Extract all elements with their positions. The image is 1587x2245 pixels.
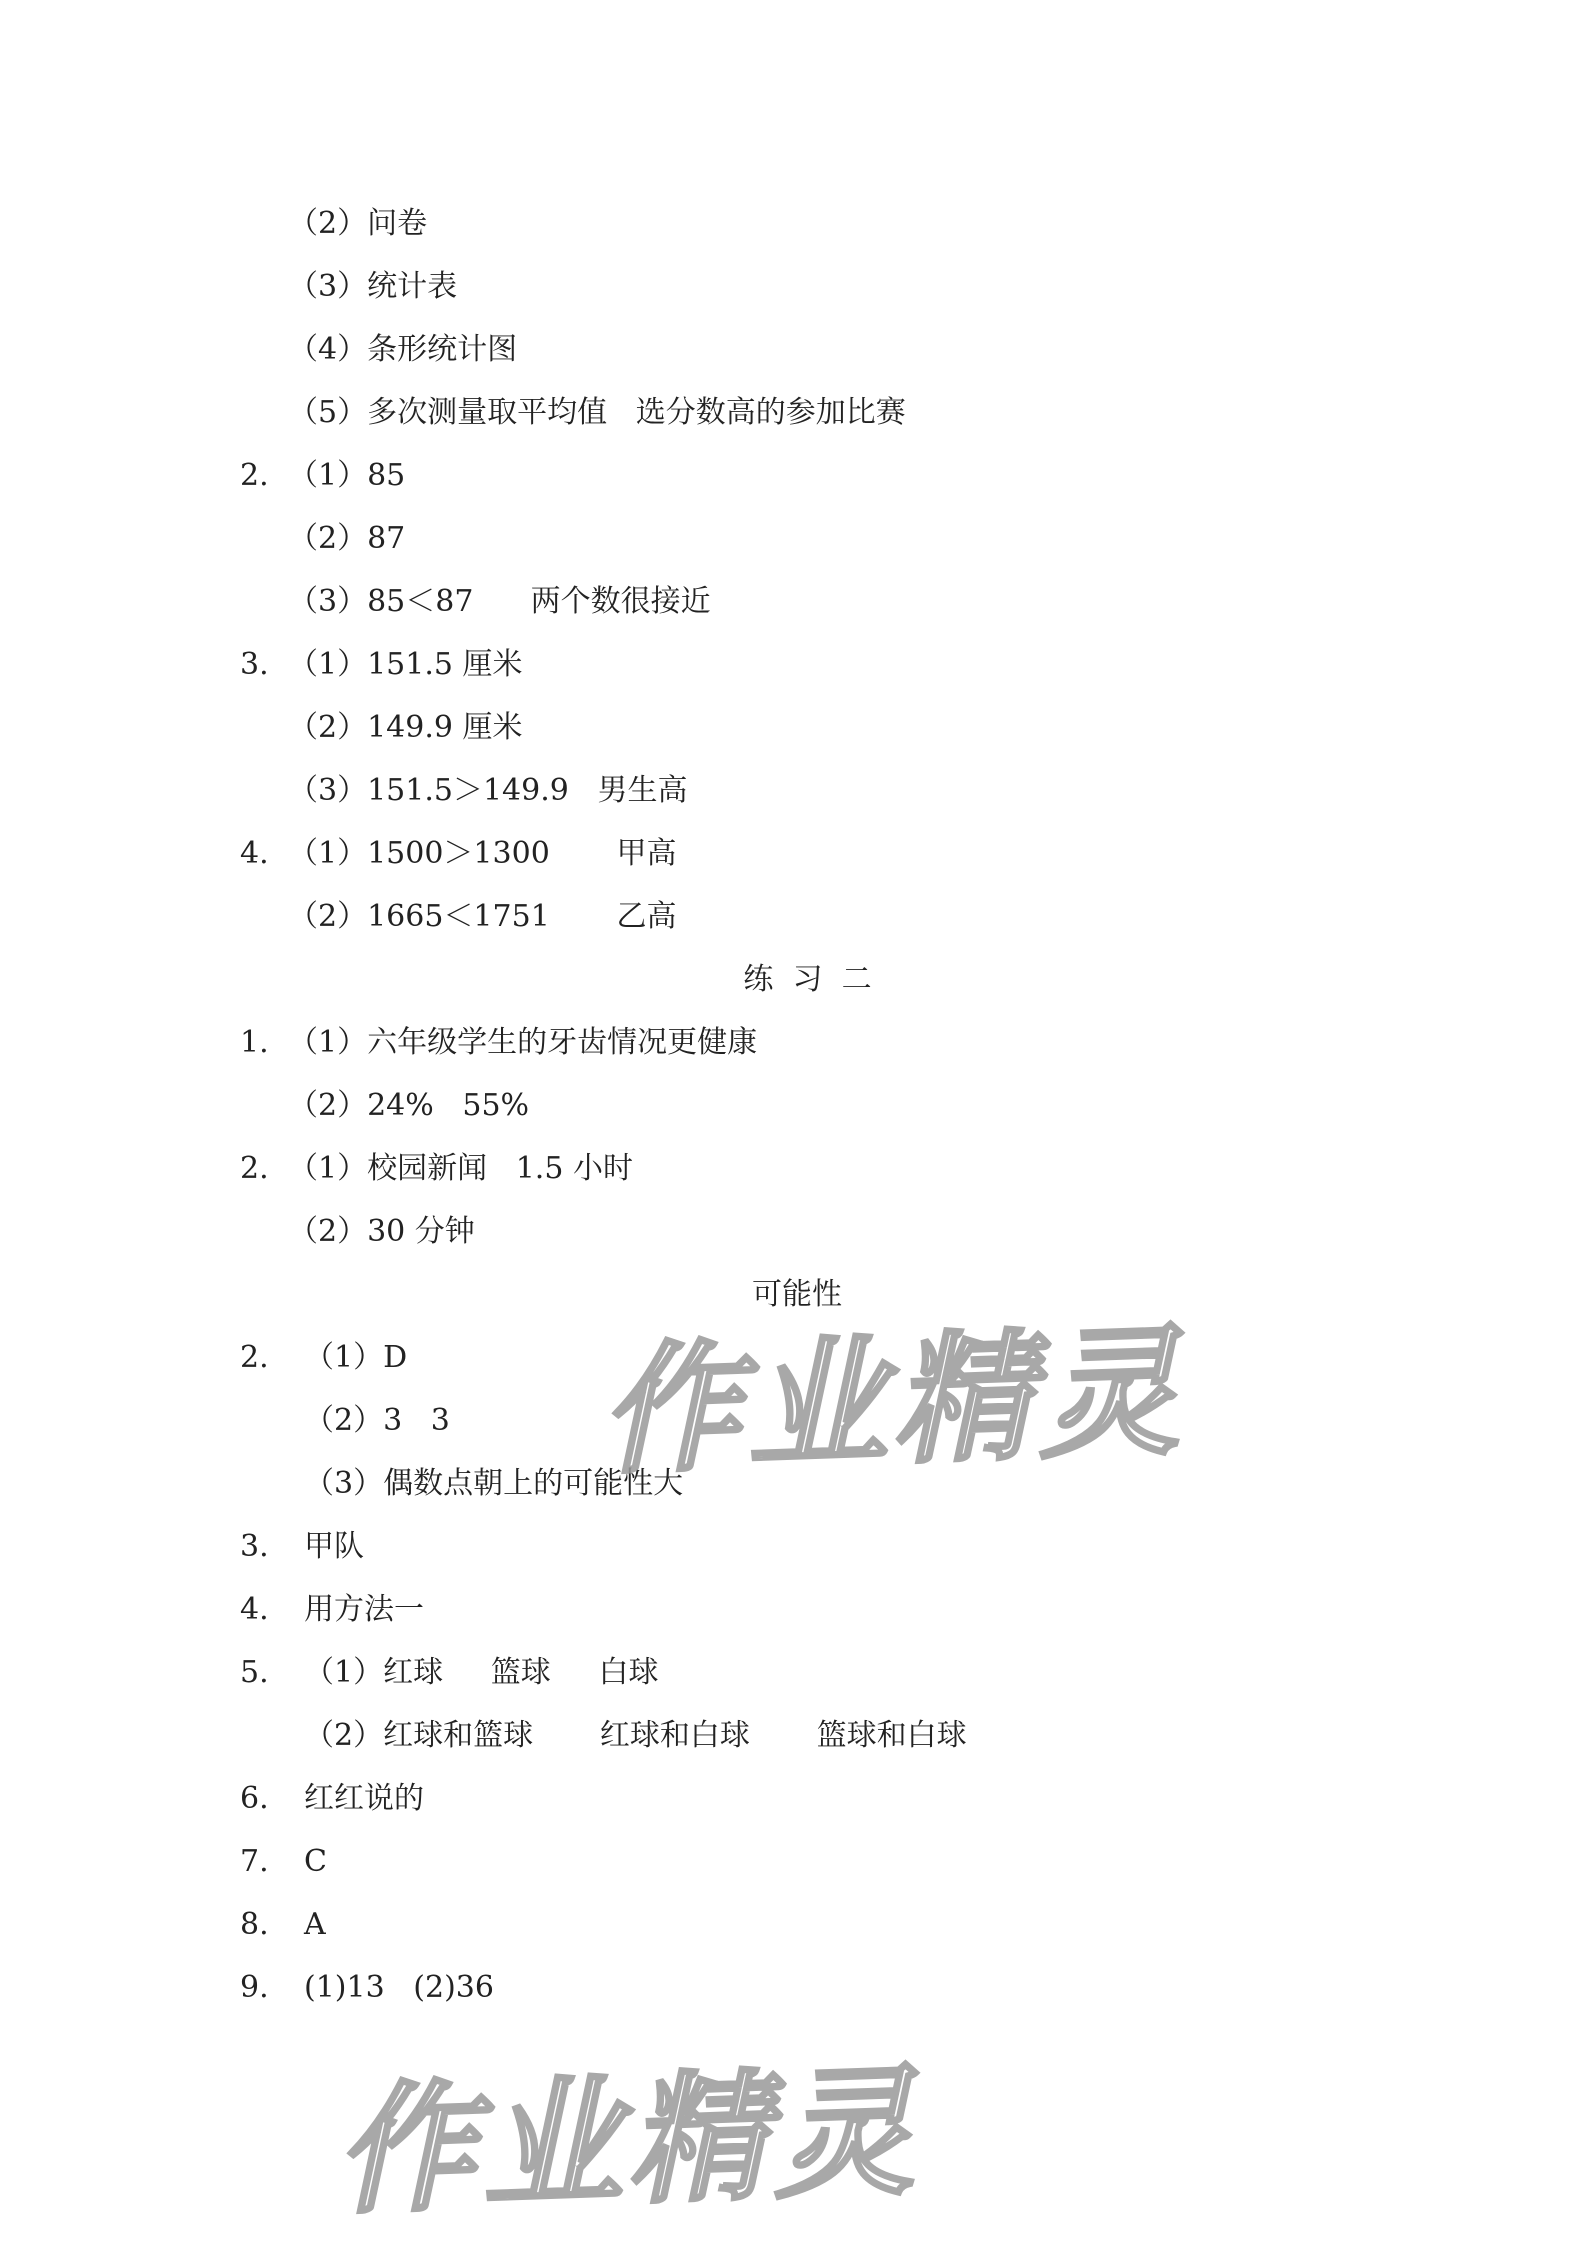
section-title: 可能性 <box>752 1277 842 1312</box>
answer-line: （1）六年级学生的牙齿情况更健康 <box>288 1025 758 1060</box>
answer-line: （2）87 <box>288 521 406 556</box>
answer-line: （2）1665＜1751 乙高 <box>288 899 677 934</box>
answer-line: （2）24% 55% <box>288 1088 530 1123</box>
answer-line: （5）多次测量取平均值 选分数高的参加比赛 <box>288 395 906 430</box>
answer-line: 红红说的 <box>304 1781 424 1816</box>
question-number: 2. <box>240 1340 269 1375</box>
answer-line: （1）D <box>304 1340 408 1375</box>
answer-line: 甲队 <box>304 1529 364 1564</box>
question-number: 8. <box>240 1907 269 1942</box>
answer-line: 用方法一 <box>304 1592 424 1627</box>
answer-line: （1）校园新闻 1.5 小时 <box>288 1151 633 1186</box>
question-number: 3. <box>240 647 269 682</box>
answer-line: C <box>304 1844 327 1879</box>
answer-line: （3）统计表 <box>288 269 458 304</box>
answer-line: （2）149.9 厘米 <box>288 710 523 745</box>
question-number: 4. <box>240 836 269 871</box>
answer-line: （1）红球 篮球 白球 <box>304 1655 659 1690</box>
answer-line: A <box>304 1907 326 1942</box>
answer-line: （2）红球和篮球 红球和白球 篮球和白球 <box>304 1718 967 1753</box>
watermark: 作业精灵 <box>597 1310 1188 1495</box>
answer-line: （4）条形统计图 <box>288 332 518 367</box>
answer-line: （2）30 分钟 <box>288 1214 475 1249</box>
section-title: 练 习 二 <box>743 962 872 997</box>
watermark: 作业精灵 <box>332 2050 923 2235</box>
answer-line: （3）偶数点朝上的可能性大 <box>304 1466 684 1501</box>
question-number: 7. <box>240 1844 269 1879</box>
question-number: 2. <box>240 1151 269 1186</box>
answer-line: （1）151.5 厘米 <box>288 647 523 682</box>
question-number: 1. <box>240 1025 269 1060</box>
answer-line: （3）151.5＞149.9 男生高 <box>288 773 688 808</box>
question-number: 4. <box>240 1592 269 1627</box>
question-number: 9. <box>240 1970 269 2005</box>
answer-line: （3）85＜87 两个数很接近 <box>288 584 711 619</box>
question-number: 6. <box>240 1781 269 1816</box>
answer-line: （2）3 3 <box>304 1403 450 1438</box>
answer-line: （2）问卷 <box>288 206 428 241</box>
answer-line: （1）85 <box>288 458 406 493</box>
question-number: 3. <box>240 1529 269 1564</box>
question-number: 2. <box>240 458 269 493</box>
question-number: 5. <box>240 1655 269 1690</box>
answer-line: (1)13 (2)36 <box>304 1970 494 2005</box>
answer-line: （1）1500＞1300 甲高 <box>288 836 677 871</box>
